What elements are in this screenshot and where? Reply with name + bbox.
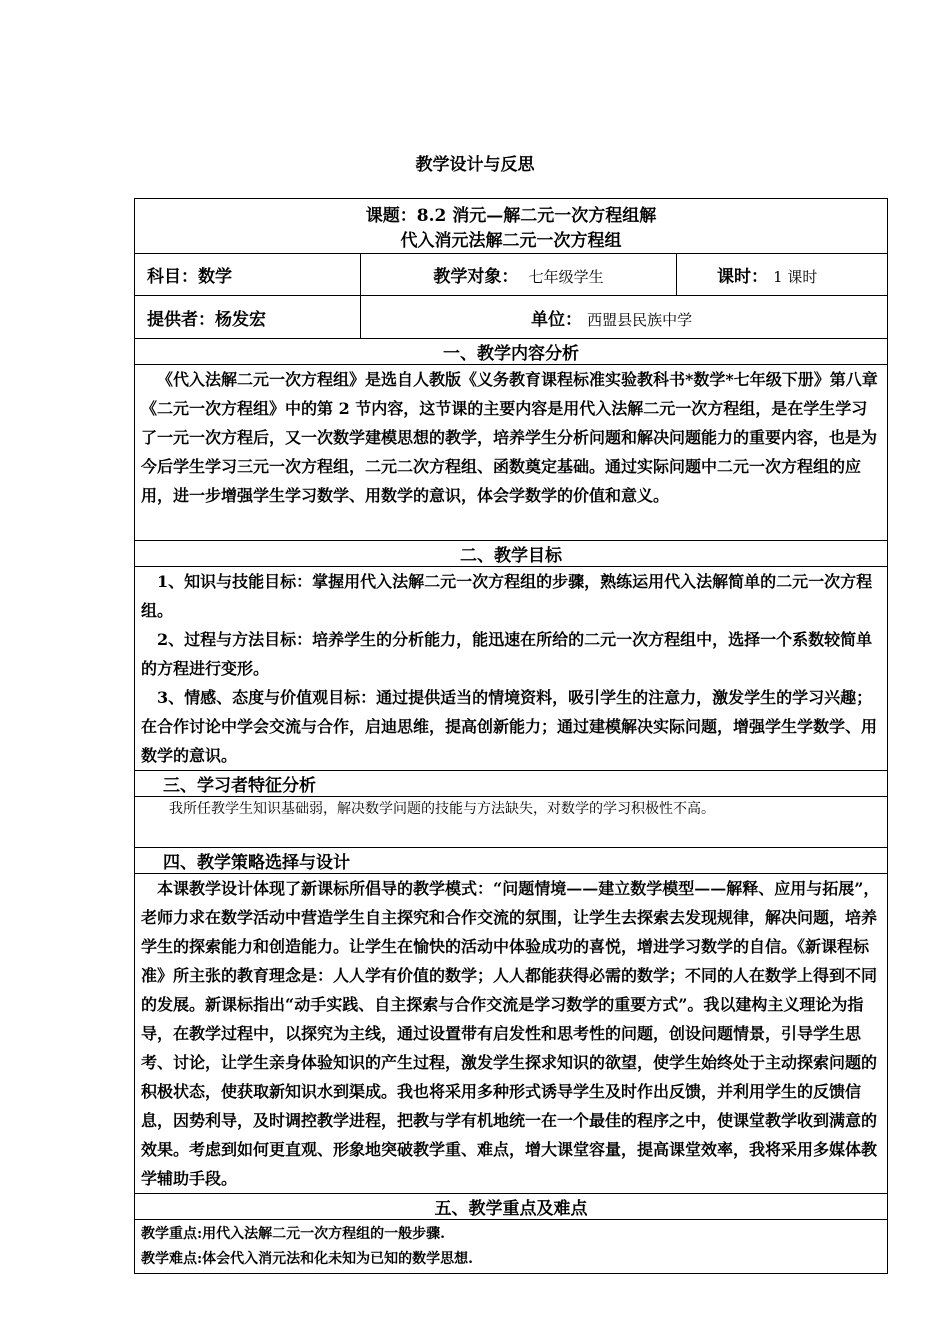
lesson-plan-table	[134, 198, 888, 1274]
section-1-heading-row	[135, 339, 888, 365]
provider-row	[135, 296, 888, 339]
topic-row	[135, 199, 888, 254]
section-3-heading-row	[135, 771, 888, 797]
section-5-heading-row	[135, 1194, 888, 1220]
unit-value: 西盟县民族中学	[587, 310, 693, 329]
topic-line-1: 课题：8.2 消元—解二元一次方程组解	[365, 206, 657, 226]
document-title: 教学设计与反思	[415, 155, 535, 175]
section-4-heading: 四、教学策略选择与设计	[135, 848, 888, 874]
provider-cell: 提供者：杨发宏	[135, 296, 361, 339]
section-1-body-row	[135, 365, 888, 541]
strategy-text: 本课教学设计体现了新课标所倡导的教学模式：“问题情境——建立数学模型——解释、应用与拓展”，老师力求在数学活动中营造学生自主探究和合作交流的氛围，让学生去探索去发现规律，解决问题，培养学生的探索能力和创造能力。让学生在愉快的活动中体验成功的喜悦，增进学习数学的自信。《新课程标准》所主张的教育理念是：人人学有价值的数学；人人都能获得必需的数学；不同的人在数学上得到不同的发展。新课标指出“动手实践、自主探索与合作交流是学习数学的重要方式”。我以建构主义理论为指导，在教学过程中，以探究为主线，通过设置带有启发性和思考性的问题，创设问题情景，引导学生思考、讨论，让学生亲身体验知识的产生过程，激发学生探求知识的欲望，使学生始终处于主动探索问题的积极状态，使获取新知识水到渠成。我也将采用多种形式诱导学生及时作出反馈，并利用学生的反馈信息，因势利导，及时调控教学进程，把教与学有机地统一在一个最佳的程序之中，使课堂教学收到满意的效果。考虑到如何更直观、形象地突破教学重、难点，增大课堂容量，提高课堂效率，我将采用多媒体教学辅助手段。	[141, 879, 880, 1188]
section-2-body-cell	[135, 567, 888, 771]
objective-item: 2、过程与方法目标：培养学生的分析能力，能迅速在所给的二元一次方程组中，选择一个系数较简单的方程进行变形。	[141, 630, 873, 678]
subject-cell: 科目：数学	[135, 254, 361, 296]
section-1-heading: 一、教学内容分析	[135, 339, 888, 365]
content-analysis-text: 《代入法解二元一次方程组》是选自人教版《义务教育课程标准实验教科书*数学*七年级下册》第八章《二元一次方程组》中的第 2 节内容，这节课的主要内容是用代入法解二元一次方程组，是在学生学习了一元一次方程后，又一次数学建模思想的教学，培养学生分析问题和解决问题能力的重要内容，也是为今后学生学习三元一次方程组，二元二次方程组、函数奠定基础。通过实际问题中二元一次方程组的应用，进一步增强学生学习数学、用数学的意识，体会学数学的价值和意义。	[141, 370, 878, 505]
topic-line-2: 代入消元法解二元一次方程组	[400, 231, 622, 251]
section-2-heading-row	[135, 541, 888, 567]
audience-cell	[361, 254, 677, 296]
subject-row	[135, 254, 888, 296]
audience-value: 七年级学生	[528, 268, 604, 286]
teaching-focus: 教学重点:用代入法解二元一次方程组的一般步骤.	[141, 1226, 446, 1242]
section-5-body-row	[135, 1220, 888, 1274]
section-4-heading-row	[135, 848, 888, 874]
unit-label: 单位：	[531, 309, 582, 330]
section-2-body-row	[135, 567, 888, 771]
teaching-difficulty: 教学难点:体会代入消元法和化未知为已知的数学思想.	[141, 1251, 474, 1267]
objective-item: 3、情感、态度与价值观目标：通过提供适当的情境资料，吸引学生的注意力，激发学生的学习兴趣；在合作讨论中学会交流与合作，启迪思维，提高创新能力；通过建模解决实际问题，增强学生学数学、用数学的意识。	[141, 688, 878, 765]
section-1-body-cell	[135, 365, 888, 541]
section-4-body-row	[135, 874, 888, 1194]
topic-cell	[135, 199, 888, 254]
section-3-heading: 三、学习者特征分析	[135, 771, 888, 797]
section-5-body-cell	[135, 1220, 888, 1274]
section-5-heading: 五、教学重点及难点	[135, 1194, 888, 1220]
learners-text: 我所任教学生知识基础弱，解决数学问题的技能与方法缺失，对数学的学习积极性不高。	[169, 801, 715, 817]
audience-label: 教学对象：	[433, 267, 519, 287]
objective-item: 1、知识与技能目标：掌握用代入法解二元一次方程组的步骤，熟练运用代入法解简单的二元一次方程组。	[141, 572, 873, 620]
hours-value: 1 课时	[773, 268, 818, 286]
section-2-heading: 二、教学目标	[135, 541, 888, 567]
unit-cell	[361, 296, 888, 339]
section-3-body-row	[135, 797, 888, 848]
hours-label: 课时：	[717, 267, 768, 287]
section-4-body-cell	[135, 874, 888, 1194]
hours-cell	[677, 254, 888, 296]
section-3-body-cell	[135, 797, 888, 848]
